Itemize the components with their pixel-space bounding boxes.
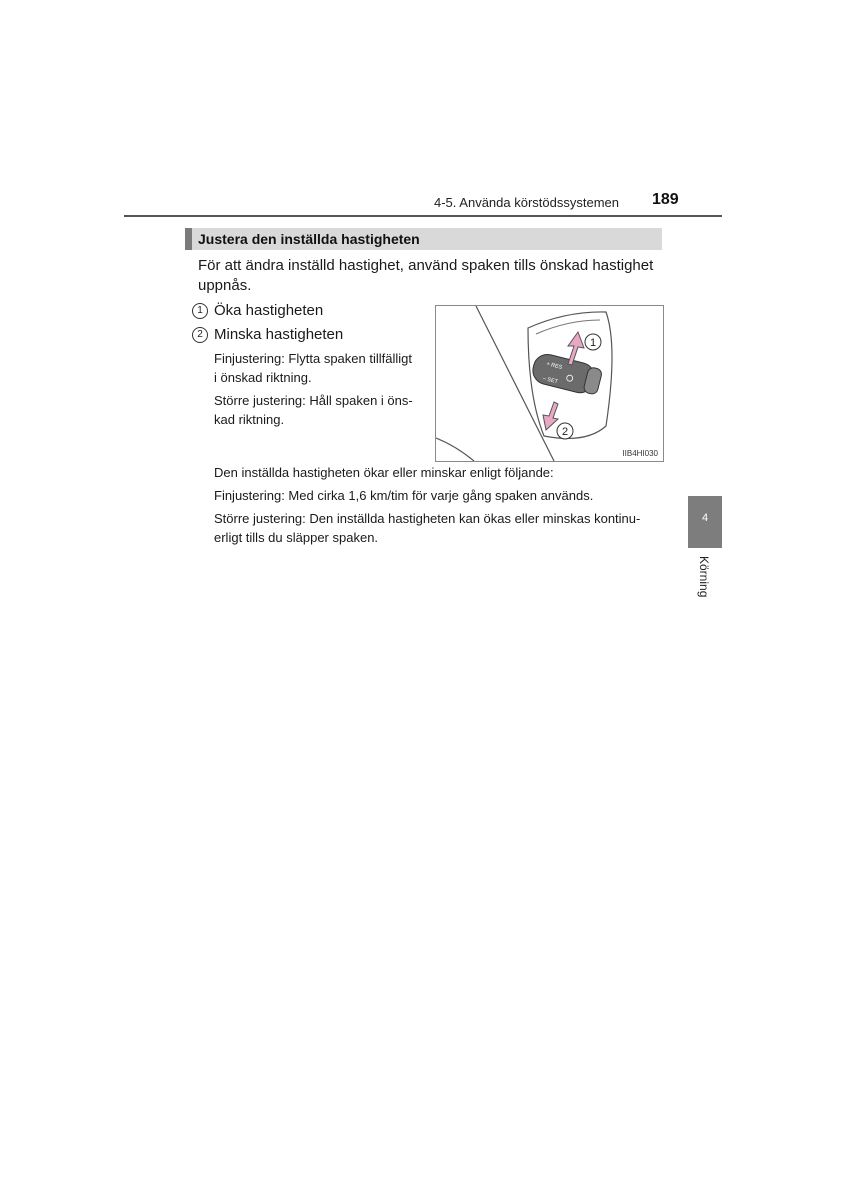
wheel-lower-curve: [436, 438, 474, 461]
chapter-tab-number: 4: [701, 512, 709, 524]
header-divider: [124, 215, 722, 217]
fine-adjust-line-1: Finjustering: Flytta spaken tillfälligt: [214, 351, 412, 366]
large-adjust-note: [214, 391, 413, 429]
large-adjust-line-2: kad riktning.: [214, 412, 285, 427]
detail-large: [214, 509, 640, 547]
page-number: 189: [652, 191, 679, 208]
fine-adjust-line-2: i önskad riktning.: [214, 370, 312, 385]
step-2: [192, 326, 343, 343]
intro-line-2: uppnås.: [198, 277, 252, 294]
detail-large-line-1: Större justering: Den inställda hastigheten kan ökas eller minskas kontinu-: [214, 511, 641, 526]
detail-intro: Den inställda hastigheten ökar eller minskar enligt följande:: [214, 465, 554, 480]
section-title: Justera den inställda hastigheten: [198, 231, 420, 247]
lever-drawing: [436, 306, 663, 461]
up-arrow-icon: [568, 332, 584, 365]
section-heading: [185, 228, 662, 250]
detail-large-line-2: erligt tills du släpper spaken.: [214, 530, 379, 545]
step-2-label: Minska hastigheten: [214, 326, 344, 343]
lever-set-label: – SET: [542, 375, 559, 386]
chapter-section-title: 4-5. Använda körstödssystemen: [434, 195, 619, 210]
shroud-edge: [536, 320, 600, 334]
cruise-lever: [530, 352, 603, 398]
chapter-tab: [688, 496, 722, 548]
lever-res-label: + RES: [545, 361, 563, 371]
lever-illustration: [435, 305, 664, 462]
fine-adjust-note: [214, 349, 412, 387]
chapter-tab-label: Körning: [697, 556, 711, 598]
intro-paragraph: [198, 256, 664, 296]
step-1: [192, 302, 323, 319]
step-2-number: 2: [192, 327, 208, 343]
callout-2: 2: [561, 426, 569, 438]
step-1-number: 1: [192, 303, 208, 319]
figure-code: IIB4HI030: [622, 449, 658, 458]
section-heading-accent: [185, 228, 192, 250]
intro-line-1: För att ändra inställd hastighet, använd spaken tills önskad hastighet: [198, 257, 654, 274]
callout-1: 1: [589, 337, 597, 349]
down-arrow-icon: [543, 402, 558, 430]
detail-fine: Finjustering: Med cirka 1,6 km/tim för varje gång spaken används.: [214, 488, 594, 503]
step-1-label: Öka hastigheten: [214, 302, 324, 319]
large-adjust-line-1: Större justering: Håll spaken i öns-: [214, 393, 413, 408]
